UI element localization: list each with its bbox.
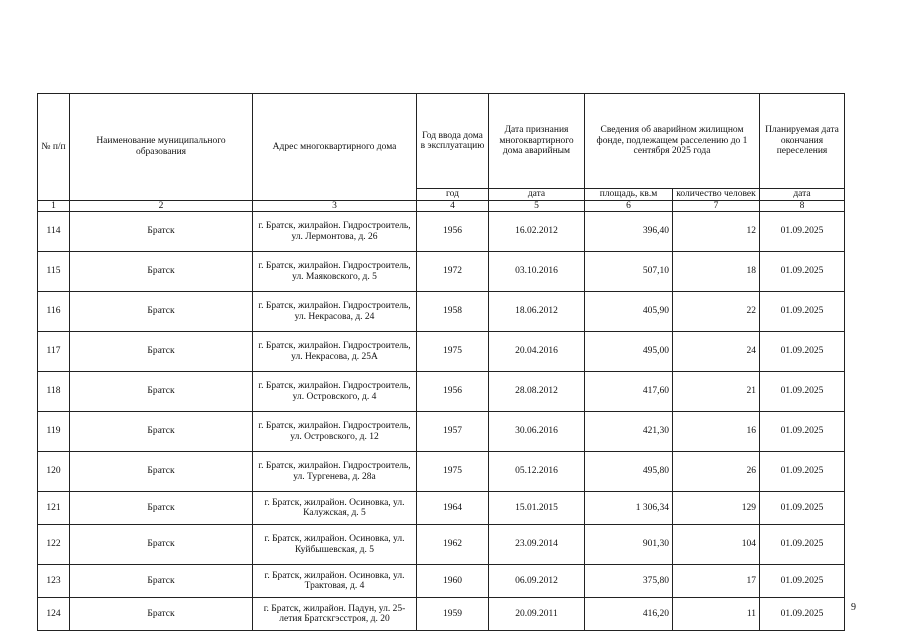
planned-date-cell: 01.09.2025 xyxy=(760,332,845,372)
people-count-cell: 16 xyxy=(673,412,760,452)
recognition-date-cell: 16.02.2012 xyxy=(489,212,585,252)
year-cell: 1956 xyxy=(417,372,489,412)
municipality-cell: Братск xyxy=(70,372,253,412)
municipality-cell: Братск xyxy=(70,332,253,372)
year-cell: 1975 xyxy=(417,452,489,492)
area-cell: 417,60 xyxy=(585,372,673,412)
year-cell: 1964 xyxy=(417,492,489,525)
planned-date-cell: 01.09.2025 xyxy=(760,372,845,412)
year-cell: 1956 xyxy=(417,212,489,252)
municipality-cell: Братск xyxy=(70,212,253,252)
planned-date-cell: 01.09.2025 xyxy=(760,565,845,598)
recognition-date-cell: 15.01.2015 xyxy=(489,492,585,525)
row-number: 120 xyxy=(38,452,70,492)
planned-date-cell: 01.09.2025 xyxy=(760,598,845,631)
area-cell: 1 306,34 xyxy=(585,492,673,525)
recognition-date-cell: 20.04.2016 xyxy=(489,332,585,372)
recognition-date-cell: 30.06.2016 xyxy=(489,412,585,452)
table-row xyxy=(38,332,845,372)
year-cell: 1959 xyxy=(417,598,489,631)
year-cell: 1960 xyxy=(417,565,489,598)
column-number: 2 xyxy=(70,200,253,212)
municipality-cell: Братск xyxy=(70,492,253,525)
table-row xyxy=(38,452,845,492)
recognition-date-cell: 23.09.2014 xyxy=(489,525,585,565)
people-count-cell: 26 xyxy=(673,452,760,492)
municipality-cell: Братск xyxy=(70,565,253,598)
people-count-cell: 104 xyxy=(673,525,760,565)
column-number: 5 xyxy=(489,200,585,212)
planned-date-cell: 01.09.2025 xyxy=(760,525,845,565)
page-number: 9 xyxy=(851,602,856,613)
recognition-date-cell: 28.08.2012 xyxy=(489,372,585,412)
table-row xyxy=(38,212,845,252)
header-municipality: Наименование муниципального образования xyxy=(70,94,253,201)
column-number: 6 xyxy=(585,200,673,212)
municipality-cell: Братск xyxy=(70,252,253,292)
year-cell: 1958 xyxy=(417,292,489,332)
address-cell: г. Братск, жилрайон. Осиновка, ул. Калужская, д. 5 xyxy=(253,492,417,525)
address-cell: г. Братск, жилрайон. Гидростроитель, ул. Островского, д. 4 xyxy=(253,372,417,412)
subheader-year: год xyxy=(417,189,489,201)
people-count-cell: 129 xyxy=(673,492,760,525)
area-cell: 405,90 xyxy=(585,292,673,332)
subheader-planned: дата xyxy=(760,189,845,201)
subheader-people: количество человек xyxy=(673,189,760,201)
row-number: 122 xyxy=(38,525,70,565)
people-count-cell: 18 xyxy=(673,252,760,292)
table-row xyxy=(38,492,845,525)
header-address: Адрес многоквартирного дома xyxy=(253,94,417,201)
column-number: 4 xyxy=(417,200,489,212)
row-number: 115 xyxy=(38,252,70,292)
year-cell: 1962 xyxy=(417,525,489,565)
row-number: 121 xyxy=(38,492,70,525)
table-row xyxy=(38,525,845,565)
column-number: 1 xyxy=(38,200,70,212)
recognition-date-cell: 20.09.2011 xyxy=(489,598,585,631)
row-number: 116 xyxy=(38,292,70,332)
people-count-cell: 22 xyxy=(673,292,760,332)
header-row xyxy=(38,94,845,189)
table-row xyxy=(38,598,845,631)
table-row xyxy=(38,565,845,598)
table-row xyxy=(38,372,845,412)
planned-date-cell: 01.09.2025 xyxy=(760,492,845,525)
area-cell: 416,20 xyxy=(585,598,673,631)
subheader-area: площадь, кв.м xyxy=(585,189,673,201)
table-row xyxy=(38,292,845,332)
address-cell: г. Братск, жилрайон. Гидростроитель, ул. Некрасова, д. 25А xyxy=(253,332,417,372)
municipality-cell: Братск xyxy=(70,412,253,452)
address-cell: г. Братск, жилрайон. Гидростроитель, ул. Тургенева, д. 28а xyxy=(253,452,417,492)
column-number: 3 xyxy=(253,200,417,212)
recognition-date-cell: 18.06.2012 xyxy=(489,292,585,332)
row-number: 114 xyxy=(38,212,70,252)
planned-date-cell: 01.09.2025 xyxy=(760,452,845,492)
area-cell: 421,30 xyxy=(585,412,673,452)
area-cell: 396,40 xyxy=(585,212,673,252)
row-number: 123 xyxy=(38,565,70,598)
row-number: 118 xyxy=(38,372,70,412)
table-row xyxy=(38,412,845,452)
recognition-date-cell: 03.10.2016 xyxy=(489,252,585,292)
planned-date-cell: 01.09.2025 xyxy=(760,292,845,332)
table-row xyxy=(38,252,845,292)
area-cell: 901,30 xyxy=(585,525,673,565)
people-count-cell: 12 xyxy=(673,212,760,252)
header-date-recognition: Дата признания многоквартирного дома аварийным xyxy=(489,94,585,189)
municipality-cell: Братск xyxy=(70,525,253,565)
column-number: 8 xyxy=(760,200,845,212)
row-number: 124 xyxy=(38,598,70,631)
address-cell: г. Братск, жилрайон. Падун, ул. 25-летия Братскгэсстроя, д. 20 xyxy=(253,598,417,631)
address-cell: г. Братск, жилрайон. Гидростроитель, ул. Некрасова, д. 24 xyxy=(253,292,417,332)
address-cell: г. Братск, жилрайон. Осиновка, ул. Трактовая, д. 4 xyxy=(253,565,417,598)
municipality-cell: Братск xyxy=(70,598,253,631)
subheader-date: дата xyxy=(489,189,585,201)
row-number: 117 xyxy=(38,332,70,372)
area-cell: 507,10 xyxy=(585,252,673,292)
header-emergency-info: Сведения об аварийном жилищном фонде, подлежащем расселению до 1 сентября 2025 года xyxy=(585,94,760,189)
address-cell: г. Братск, жилрайон. Гидростроитель, ул. Маяковского, д. 5 xyxy=(253,252,417,292)
address-cell: г. Братск, жилрайон. Гидростроитель, ул. Лермонтова, д. 26 xyxy=(253,212,417,252)
column-number-row xyxy=(38,200,845,212)
people-count-cell: 11 xyxy=(673,598,760,631)
area-cell: 375,80 xyxy=(585,565,673,598)
area-cell: 495,00 xyxy=(585,332,673,372)
emergency-housing-table xyxy=(37,93,845,631)
municipality-cell: Братск xyxy=(70,452,253,492)
recognition-date-cell: 06.09.2012 xyxy=(489,565,585,598)
people-count-cell: 24 xyxy=(673,332,760,372)
people-count-cell: 17 xyxy=(673,565,760,598)
row-number: 119 xyxy=(38,412,70,452)
address-cell: г. Братск, жилрайон. Гидростроитель, ул. Островского, д. 12 xyxy=(253,412,417,452)
address-cell: г. Братск, жилрайон. Осиновка, ул. Куйбышевская, д. 5 xyxy=(253,525,417,565)
recognition-date-cell: 05.12.2016 xyxy=(489,452,585,492)
header-year: Год ввода дома в эксплуатацию xyxy=(417,94,489,189)
header-num: № п/п xyxy=(38,94,70,201)
column-number: 7 xyxy=(673,200,760,212)
year-cell: 1975 xyxy=(417,332,489,372)
year-cell: 1957 xyxy=(417,412,489,452)
people-count-cell: 21 xyxy=(673,372,760,412)
year-cell: 1972 xyxy=(417,252,489,292)
area-cell: 495,80 xyxy=(585,452,673,492)
planned-date-cell: 01.09.2025 xyxy=(760,252,845,292)
planned-date-cell: 01.09.2025 xyxy=(760,412,845,452)
planned-date-cell: 01.09.2025 xyxy=(760,212,845,252)
municipality-cell: Братск xyxy=(70,292,253,332)
header-planned-date: Планируемая дата окончания переселения xyxy=(760,94,845,189)
